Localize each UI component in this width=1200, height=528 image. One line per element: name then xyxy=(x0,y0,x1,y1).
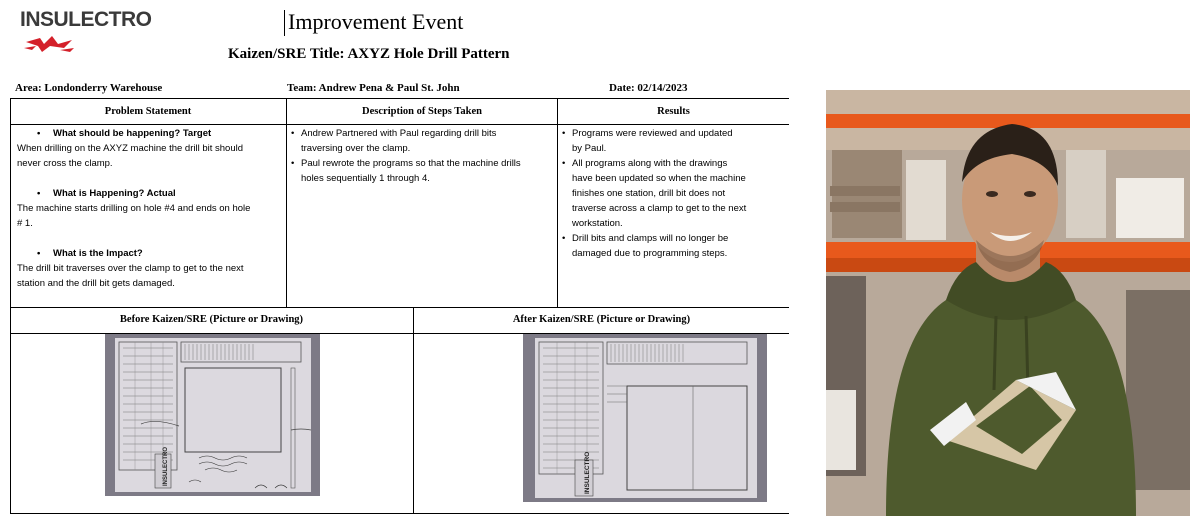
target-question: • What should be happening? Target xyxy=(17,126,283,141)
before-drawing-photo xyxy=(105,334,320,496)
steps-header: Description of Steps Taken xyxy=(362,106,482,117)
table-rule-top xyxy=(10,98,789,99)
table-rule-header xyxy=(10,124,789,125)
table-rule-bottom xyxy=(10,513,789,514)
actual-line: The machine starts drilling on hole #4 and ends on hole xyxy=(17,203,251,214)
results-header: Results xyxy=(657,106,690,117)
before-drawing-marking: INSULECTRO xyxy=(163,447,169,486)
target-line: When drilling on the AXYZ machine the drill bit should xyxy=(17,143,244,154)
steps-cell xyxy=(291,126,555,186)
target-line: never cross the clamp. xyxy=(17,158,113,169)
table-rule-col2 xyxy=(557,98,558,308)
after-drawing-marking: INSULECTRO xyxy=(584,451,591,494)
insulectro-logo xyxy=(18,8,158,52)
text-cursor xyxy=(284,10,285,36)
impact-question: • What is the Impact? xyxy=(17,246,283,261)
table-rule-mid xyxy=(10,307,789,308)
after-header: After Kaizen/SRE (Picture or Drawing) xyxy=(512,314,691,325)
team-member-portrait xyxy=(826,90,1190,516)
table-rule-left xyxy=(10,98,11,514)
area-label: Area: Londonderry Warehouse xyxy=(15,82,163,94)
impact-line: station and the drill bit gets damaged. xyxy=(17,278,175,289)
date-label: Date: 02/14/2023 xyxy=(609,82,688,94)
result-item: • Programs were reviewed and updated by Paul. xyxy=(562,126,787,156)
result-item: • Drill bits and clamps will no longer be damaged due to programming steps. xyxy=(562,231,787,261)
step-item: • Paul rewrote the programs so that the machine drills holes sequentially 1 through 4. xyxy=(291,156,555,186)
step-item: • Andrew Partnered with Paul regarding drill bits traversing over the clamp. xyxy=(291,126,555,156)
team-label: Team: Andrew Pena & Paul St. John xyxy=(287,82,460,94)
table-rule-picture-divider xyxy=(413,307,414,514)
page-title: Improvement Event xyxy=(288,9,464,34)
kaizen-title: Kaizen/SRE Title: AXYZ Hole Drill Pattern xyxy=(228,46,510,62)
actual-question: • What is Happening? Actual xyxy=(17,186,283,201)
after-drawing-photo xyxy=(523,334,767,502)
after-drawing-sketch xyxy=(523,334,767,502)
actual-line: # 1. xyxy=(17,218,33,229)
before-header: Before Kaizen/SRE (Picture or Drawing) xyxy=(119,314,304,325)
problem-statement-cell xyxy=(17,126,283,291)
result-item: • All programs along with the drawings have been updated so when the machine finishes one station, drill bit does not traverse across a clamp to get to the next workstation. xyxy=(562,156,787,231)
before-drawing-sketch xyxy=(105,334,320,496)
logo-mark-icon xyxy=(22,32,82,54)
team-member-photo xyxy=(826,90,1190,516)
table-rule-col1 xyxy=(286,98,287,308)
impact-line: The drill bit traverses over the clamp to get to the next xyxy=(17,263,244,274)
problem-statement-header: Problem Statement xyxy=(104,106,192,117)
logo-wordmark: INSULECTRO xyxy=(20,8,152,31)
results-cell xyxy=(562,126,787,261)
